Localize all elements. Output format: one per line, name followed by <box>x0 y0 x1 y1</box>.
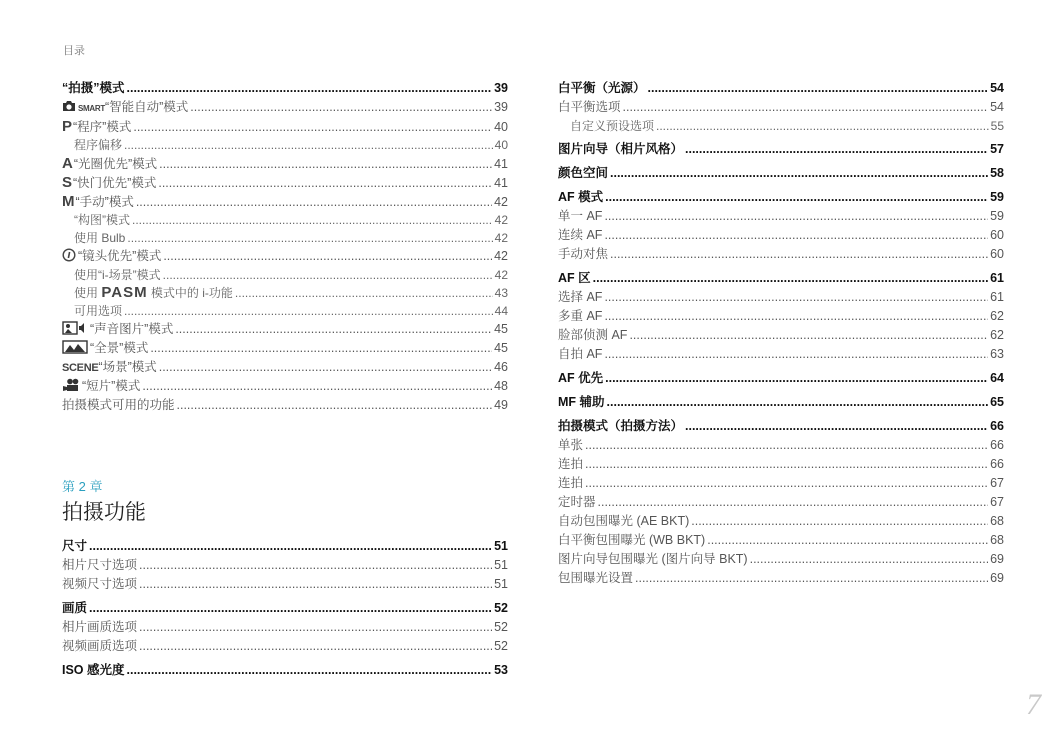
toc-entry[interactable] <box>62 266 508 284</box>
toc-page-number: 54 <box>990 100 1004 114</box>
toc-entry[interactable] <box>558 163 1004 183</box>
chapter-2-section <box>62 478 508 680</box>
toc-entry[interactable] <box>558 326 1004 345</box>
toc-page-number: 45 <box>494 341 508 355</box>
toc-entry-title <box>558 416 683 436</box>
toc-dot-leader <box>124 136 493 154</box>
toc-page-number: 57 <box>990 142 1004 156</box>
toc-entry-label: “手动”模式 <box>75 195 134 209</box>
toc-page-number: 66 <box>990 457 1004 471</box>
toc-page-number: 65 <box>990 395 1004 409</box>
toc-page-number: 51 <box>494 558 508 572</box>
toc-entry-title <box>74 229 125 247</box>
toc-entry-title <box>558 569 633 588</box>
toc-dot-leader <box>139 637 492 656</box>
toc-dot-leader <box>607 392 989 412</box>
toc-entry-label: “声音图片”模式 <box>90 322 174 336</box>
toc-entry-title <box>558 139 683 159</box>
toc-page-number: 59 <box>990 209 1004 223</box>
toc-entry-label: “拍摄”模式 <box>62 81 125 95</box>
toc-dot-leader <box>136 193 492 212</box>
toc-entry-label: 颜色空间 <box>558 166 609 180</box>
toc-page-number: 43 <box>494 286 508 300</box>
toc-page-number: 61 <box>990 271 1004 285</box>
toc-page-number: 67 <box>990 476 1004 490</box>
toc-dot-leader <box>127 660 493 680</box>
toc-entry-label: 白平衡包围曝光 (WB BKT) <box>558 533 706 547</box>
toc-entry-label: 自定义预设选项 <box>570 119 655 133</box>
toc-entry-title <box>62 78 125 98</box>
toc-entry-title <box>62 396 175 415</box>
sound-picture-icon <box>62 322 90 336</box>
toc-entry[interactable] <box>62 302 508 320</box>
toc-entry-title <box>74 284 233 302</box>
toc-entry-label: 可用选项 <box>74 304 123 318</box>
toc-entry-title <box>74 266 161 284</box>
toc-page-number: 42 <box>494 268 508 282</box>
toc-dot-leader <box>235 284 493 302</box>
toc-dot-leader <box>159 155 492 174</box>
toc-page-number: 39 <box>494 81 508 95</box>
toc-entry[interactable] <box>558 493 1004 512</box>
toc-entry-label: “快门优先”模式 <box>73 176 157 190</box>
toc-entry-label: 自拍 AF <box>558 347 603 361</box>
toc-dot-leader <box>629 326 988 345</box>
toc-entry-title <box>558 78 646 98</box>
toc-page-number: 52 <box>494 601 508 615</box>
toc-page-number: 62 <box>990 328 1004 342</box>
toc-entry-title <box>558 163 608 183</box>
toc-entry-title <box>62 575 137 594</box>
toc-entry[interactable] <box>62 618 508 637</box>
toc-dot-leader <box>623 98 989 117</box>
toc-entry[interactable] <box>62 192 508 211</box>
toc-entry[interactable] <box>558 550 1004 569</box>
toc-page-number: 48 <box>494 379 508 393</box>
toc-page-number: 40 <box>494 120 508 134</box>
toc-dot-leader <box>150 339 492 358</box>
toc-entry[interactable] <box>558 268 1004 288</box>
page-number: 7 <box>1026 688 1041 721</box>
toc-dot-leader <box>89 598 492 618</box>
toc-page-number: 68 <box>990 533 1004 547</box>
toc-dot-leader <box>593 268 988 288</box>
toc-entry[interactable] <box>558 245 1004 264</box>
toc-page-number: 41 <box>494 157 508 171</box>
toc-dot-leader <box>610 245 988 264</box>
toc-dot-leader <box>139 575 492 594</box>
toc-entry-title <box>570 117 654 135</box>
toc-page-number: 69 <box>990 552 1004 566</box>
manual-mode-icon: M <box>62 193 75 210</box>
toc-entry[interactable] <box>62 173 508 192</box>
toc-entry-title <box>62 173 156 193</box>
toc-page-number: 62 <box>990 309 1004 323</box>
toc-entry[interactable] <box>62 377 508 396</box>
toc-entry-title <box>62 98 188 118</box>
toc-entry[interactable] <box>558 416 1004 436</box>
toc-entry[interactable] <box>62 98 508 117</box>
toc-page-number: 42 <box>494 231 508 245</box>
toc-dot-leader <box>648 78 989 98</box>
toc-dot-leader <box>656 117 989 135</box>
toc-entry-title <box>558 550 748 569</box>
toc-entry-label: 连续 AF <box>558 228 603 242</box>
toc-page-number: 52 <box>494 620 508 634</box>
toc-page-number: 67 <box>990 495 1004 509</box>
toc-entry-title <box>62 192 134 212</box>
toc-page-number: 68 <box>990 514 1004 528</box>
toc-dot-leader <box>89 536 492 556</box>
toc-dot-leader <box>163 266 493 284</box>
toc-dot-leader <box>133 118 492 137</box>
toc-dot-leader <box>142 377 492 396</box>
toc-entry-label: 白平衡（光源） <box>558 81 646 95</box>
toc-entry[interactable] <box>558 207 1004 226</box>
toc-entry[interactable] <box>558 345 1004 364</box>
toc-page-number: 66 <box>990 438 1004 452</box>
toc-dot-leader <box>604 345 988 364</box>
toc-page-number: 64 <box>990 371 1004 385</box>
chapter-number: 第 2 章 <box>62 479 103 494</box>
toc-page-number: 42 <box>494 195 508 209</box>
aperture-priority-icon: A <box>62 155 73 172</box>
toc-entry-title <box>74 302 122 320</box>
toc-entry-title <box>62 536 87 556</box>
chapter-items <box>62 536 508 680</box>
toc-page-number: 59 <box>990 190 1004 204</box>
toc-page-number: 66 <box>990 419 1004 433</box>
toc-page-number: 42 <box>494 249 508 263</box>
toc-entry-label: “全景”模式 <box>90 341 149 355</box>
toc-page-number: 49 <box>494 398 508 412</box>
toc-dot-leader <box>750 550 989 569</box>
toc-page-number: 39 <box>494 100 508 114</box>
toc-entry-label: AF 区 <box>558 271 591 285</box>
toc-entry-label: 画质 <box>62 601 88 615</box>
toc-entry-prefix: 使用 <box>74 286 102 300</box>
toc-entry-title <box>558 455 583 474</box>
header-title: 目录 <box>63 45 85 57</box>
toc-entry-label: 自动包围曝光 (AE BKT) <box>558 514 690 528</box>
toc-dot-leader <box>604 288 988 307</box>
toc-entry-label: 单一 AF <box>558 209 603 223</box>
toc-entry-title <box>558 288 602 307</box>
toc-entry-label: 使用“i-场景”模式 <box>74 268 161 282</box>
toc-entry-label: AF 优先 <box>558 371 604 385</box>
toc-dot-leader <box>605 187 988 207</box>
toc-entry-title <box>62 247 161 266</box>
toc-entry-label: 包围曝光设置 <box>558 571 634 585</box>
toc-entry-label: “场景”模式 <box>98 360 157 374</box>
toc-entry-title <box>558 368 603 388</box>
toc-dot-leader <box>635 569 988 588</box>
toc-entry-label: 单张 <box>558 438 584 452</box>
toc-page-number: 60 <box>990 228 1004 242</box>
toc-page-number: 69 <box>990 571 1004 585</box>
smart-auto-icon: SMART <box>62 100 105 114</box>
toc-page-number: 60 <box>990 247 1004 261</box>
toc-dot-leader <box>190 98 492 117</box>
toc-entry-title <box>62 598 87 618</box>
toc-dot-leader <box>604 226 988 245</box>
toc-entry[interactable] <box>558 78 1004 98</box>
toc-page-number: 53 <box>494 663 508 677</box>
toc-entry[interactable] <box>558 392 1004 412</box>
chapter-title: 拍摄功能 <box>62 501 146 524</box>
toc-entry-title <box>558 307 602 326</box>
toc-entry-title <box>558 493 596 512</box>
toc-entry-title <box>62 358 157 378</box>
toc-dot-leader <box>604 307 988 326</box>
toc-entry[interactable] <box>62 154 508 173</box>
toc-page-number: 42 <box>494 213 508 227</box>
toc-entry-title <box>558 268 591 288</box>
toc-entry-label: 程序偏移 <box>74 138 123 152</box>
toc-dot-leader <box>127 229 492 247</box>
toc-entry-label: 定时器 <box>558 495 596 509</box>
toc-dot-leader <box>707 531 988 550</box>
toc-dot-leader <box>175 320 492 339</box>
toc-entry-title <box>558 245 608 264</box>
toc-entry[interactable] <box>62 136 508 154</box>
toc-entry-label: 视频尺寸选项 <box>62 577 138 591</box>
toc-dot-leader <box>585 455 988 474</box>
toc-entry-label: 白平衡选项 <box>558 100 621 114</box>
toc-entry[interactable] <box>62 117 508 136</box>
toc-page-number: 54 <box>990 81 1004 95</box>
toc-entry-label: AF 模式 <box>558 190 604 204</box>
toc-entry[interactable] <box>62 358 508 377</box>
toc-entry[interactable] <box>62 575 508 594</box>
toc-entry[interactable] <box>558 512 1004 531</box>
toc-entry[interactable] <box>62 637 508 656</box>
toc-entry-label: 连拍 <box>558 457 584 471</box>
movie-icon <box>62 379 82 393</box>
toc-entry-title <box>558 187 603 207</box>
toc-entry[interactable] <box>558 288 1004 307</box>
toc-page-number: 52 <box>494 639 508 653</box>
toc-entry-label: 连拍 <box>558 476 584 490</box>
toc-dot-leader <box>585 474 988 493</box>
toc-page-number: 40 <box>494 138 508 152</box>
toc-entry-title <box>558 326 627 345</box>
toc-dot-leader <box>685 139 988 159</box>
toc-entry[interactable] <box>558 436 1004 455</box>
toc-entry-title <box>62 339 148 358</box>
toc-entry-label: “短片”模式 <box>82 379 141 393</box>
toc-dot-leader <box>610 163 988 183</box>
toc-page-number: 51 <box>494 577 508 591</box>
toc-entry-label: 模式中的 i-功能 <box>147 286 233 300</box>
toc-entry-label: 图片向导包围曝光 (图片向导 BKT) <box>558 552 748 566</box>
toc-page-number: 44 <box>494 304 508 318</box>
toc-entry-title <box>558 345 602 364</box>
toc-entry-label: “程序”模式 <box>73 120 132 134</box>
toc-entry[interactable] <box>558 307 1004 326</box>
toc-page-number: 46 <box>494 360 508 374</box>
toc-entry[interactable] <box>62 339 508 358</box>
toc-entry[interactable] <box>62 536 508 556</box>
toc-dot-leader <box>132 211 493 229</box>
toc-entry-title <box>62 660 125 680</box>
toc-entry[interactable] <box>62 556 508 575</box>
toc-entry[interactable] <box>62 211 508 229</box>
toc-entry-title <box>558 392 605 412</box>
toc-entry-title <box>62 637 137 656</box>
toc-entry-label: 手动对焦 <box>558 247 609 261</box>
toc-entry-title <box>558 474 583 493</box>
toc-entry[interactable] <box>558 569 1004 588</box>
toc-entry-title <box>558 436 583 455</box>
toc-page-number: 41 <box>494 176 508 190</box>
toc-entry-label: 多重 AF <box>558 309 603 323</box>
toc-dot-leader <box>159 358 492 377</box>
toc-entry[interactable] <box>62 320 508 339</box>
toc-dot-leader <box>124 302 493 320</box>
toc-entry-label: “构图”模式 <box>74 213 130 227</box>
toc-entry-label: MF 辅助 <box>558 395 605 409</box>
panorama-icon <box>62 341 90 355</box>
toc-entry[interactable] <box>62 78 508 98</box>
toc-entry-label: 选择 AF <box>558 290 603 304</box>
toc-entry-label: 拍摄模式（拍摄方法） <box>558 419 684 433</box>
toc-entry-title <box>558 512 689 531</box>
toc-entry-title <box>74 136 122 154</box>
toc-dot-leader <box>139 618 492 637</box>
pasm-icon: PASM <box>101 284 148 301</box>
toc-entry[interactable] <box>558 368 1004 388</box>
toc-entry-label: 尺寸 <box>62 539 88 553</box>
toc-dot-leader <box>605 368 988 388</box>
toc-page-number: 63 <box>990 347 1004 361</box>
toc-entry-label: “智能自动”模式 <box>104 100 189 114</box>
toc-entry[interactable] <box>62 660 508 680</box>
lens-priority-icon <box>62 249 78 263</box>
toc-dot-leader <box>177 396 493 415</box>
toc-page-number: 45 <box>494 322 508 336</box>
toc-entry-label: 拍摄模式可用的功能 <box>62 398 175 412</box>
toc-page-number: 51 <box>494 539 508 553</box>
toc-entry-label: 脸部侦测 AF <box>558 328 628 342</box>
toc-entry-label: “光圈优先”模式 <box>73 157 158 171</box>
toc-dot-leader <box>163 247 492 266</box>
toc-entry[interactable] <box>558 187 1004 207</box>
toc-entry-title <box>62 117 131 137</box>
shutter-priority-icon: S <box>62 174 73 191</box>
toc-entry-label: “镜头优先”模式 <box>78 249 162 263</box>
toc-dot-leader <box>158 174 492 193</box>
toc-entry-title <box>558 226 602 245</box>
toc-dot-leader <box>598 493 989 512</box>
toc-page-number: 58 <box>990 166 1004 180</box>
toc-entry-title <box>62 377 140 396</box>
toc-entry-title <box>558 98 621 117</box>
toc-dot-leader <box>685 416 988 436</box>
toc-entry-title <box>62 320 173 339</box>
toc-entry[interactable] <box>558 117 1004 135</box>
toc-entry-title <box>558 531 705 550</box>
scene-mode-icon: SCENE <box>62 362 99 374</box>
toc-page-number: 61 <box>990 290 1004 304</box>
toc-entry[interactable] <box>558 98 1004 117</box>
toc-entry-title <box>558 207 602 226</box>
toc-entry[interactable] <box>62 247 508 266</box>
toc-entry[interactable] <box>558 139 1004 159</box>
toc-entry-label: 图片向导（相片风格） <box>558 142 684 156</box>
toc-entry[interactable] <box>62 284 508 302</box>
toc-entry-title <box>74 211 130 229</box>
toc-entry-label: ISO 感光度 <box>62 663 125 677</box>
toc-dot-leader <box>691 512 988 531</box>
toc-entry-title <box>62 556 137 575</box>
toc-entry-title <box>62 154 157 174</box>
toc-page-number: 55 <box>990 119 1004 133</box>
toc-entry[interactable] <box>558 226 1004 245</box>
toc-entry[interactable] <box>558 531 1004 550</box>
toc-right-column <box>558 78 1004 588</box>
toc-dot-leader <box>139 556 492 575</box>
toc-dot-leader <box>127 78 493 98</box>
toc-entry-label: 相片尺寸选项 <box>62 558 138 572</box>
toc-entry-label: 视频画质选项 <box>62 639 138 653</box>
toc-entry[interactable] <box>558 474 1004 493</box>
toc-entry[interactable] <box>62 229 508 247</box>
toc-entry-label: 使用 Bulb <box>74 231 126 245</box>
toc-entry[interactable] <box>558 455 1004 474</box>
toc-dot-leader <box>604 207 988 226</box>
toc-entry-title <box>62 618 137 637</box>
program-mode-icon: P <box>62 118 73 135</box>
toc-left-column <box>62 78 508 415</box>
toc-entry-label: 相片画质选项 <box>62 620 138 634</box>
toc-entry[interactable] <box>62 598 508 618</box>
toc-dot-leader <box>585 436 988 455</box>
toc-entry[interactable] <box>62 396 508 415</box>
